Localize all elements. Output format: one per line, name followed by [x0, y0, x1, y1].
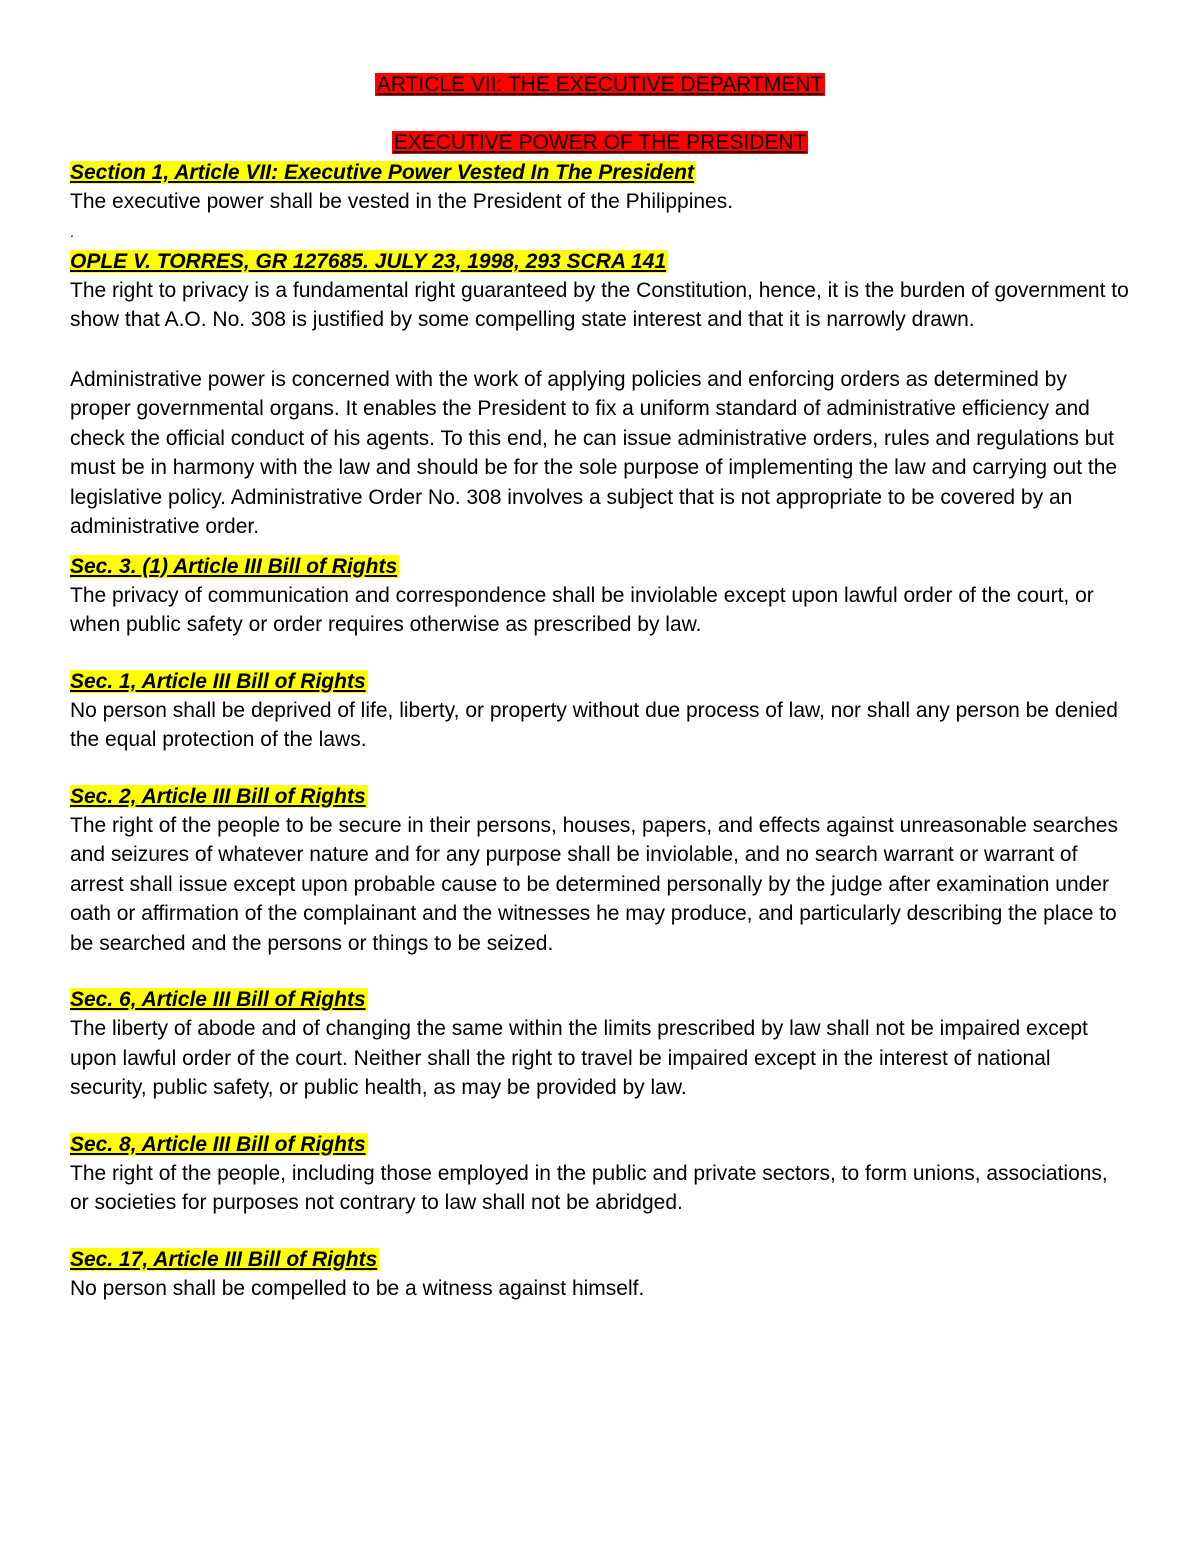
case-heading-text: OPLE V. TORRES, GR 127685. JULY 23, 1998, 293 SCRA 141: [70, 249, 667, 273]
section-heading-text: Sec. 3. (1) Article III Bill of Rights: [70, 554, 398, 578]
section-heading-text: Sec. 8, Article III Bill of Rights: [70, 1132, 366, 1156]
section-paragraph: No person shall be compelled to be a witness against himself.: [70, 1276, 645, 1300]
section-paragraph: The liberty of abode and of changing the same within the limits prescribed by law shall not be impaired except upon lawful order of the court. Neither shall the right to travel be impaired except in the interest of national security, public safety, or public health, as may be provided by law.: [70, 1017, 1088, 1099]
section-heading: [70, 1245, 1130, 1274]
case-paragraph: The right to privacy is a fundamental right guaranteed by the Constitution, hence, it is the burden of government to show that A.O. No. 308 is justified by some compelling state interest and that it is narrowly drawn.: [70, 278, 1129, 331]
document-page: [70, 70, 1130, 1303]
spacer: [70, 335, 1130, 365]
section-heading-text: Section 1, Article VII: Executive Power Vested In The President: [70, 161, 694, 184]
case-heading: [70, 247, 1130, 276]
section-heading-text: Sec. 2, Article III Bill of Rights: [70, 784, 366, 808]
document-subtitle-text: EXECUTIVE POWER OF THE PRESIDENT: [393, 131, 807, 154]
document-title: [70, 70, 1130, 100]
section-heading: [70, 1130, 1130, 1159]
section-paragraph: No person shall be deprived of life, liberty, or property without due process of law, nor shall any person be denied the equal protection of the laws.: [70, 698, 1118, 751]
section-heading: [70, 667, 1130, 696]
document-title-text: ARTICLE VII: THE EXECUTIVE DEPARTMENT: [376, 73, 824, 96]
section-heading-text: Sec. 17, Article III Bill of Rights: [70, 1247, 378, 1271]
section-paragraph: The privacy of communication and correspondence shall be inviolable except upon lawful order of the court, or when public safety or order requires otherwise as prescribed by law.: [70, 583, 1094, 636]
section-heading-text: Sec. 6, Article III Bill of Rights: [70, 988, 366, 1011]
case-paragraph: Administrative power is concerned with the work of applying policies and enforcing orders as determined by proper governmental organs. It enables the President to fix a uniform standard of administrative efficiency and check the official conduct of his agents. To this end, he can issue administrative orders, rules and regulations but must be in harmony with the law and should be for the sole purpose of implementing the law and carrying out the legislative policy. Administrative Order No. 308 involves a subject that is not appropriate to be covered by an administrative order.: [70, 367, 1118, 538]
section-heading: [70, 985, 1130, 1014]
section-paragraph: The right of the people to be secure in their persons, houses, papers, and effects against unreasonable searches and seizures of whatever nature and for any purpose shall be inviolable, and no search warrant or warrant of arrest shall issue except upon probable cause to be determined personally by the judge after examination under oath or affirmation of the complainant and the witnesses he may produce, and particularly describing the place to be searched and the persons or things to be seized.: [70, 813, 1118, 955]
document-subtitle: [70, 128, 1130, 158]
spacer: [70, 640, 1130, 667]
section-heading: [70, 158, 1130, 187]
section-paragraph: The executive power shall be vested in the President of the Philippines.: [70, 190, 734, 213]
spacer: [70, 1103, 1130, 1130]
section-heading: [70, 782, 1130, 811]
spacer: [70, 1218, 1130, 1245]
spacer: [70, 958, 1130, 985]
section-paragraph: The right of the people, including those employed in the public and private sectors, to form unions, associations, or societies for purposes not contrary to law shall not be abridged.: [70, 1161, 1108, 1214]
spacer: [70, 755, 1130, 782]
section-heading-text: Sec. 1, Article III Bill of Rights: [70, 669, 366, 693]
spacer: [70, 542, 1130, 552]
section-heading: [70, 552, 1130, 581]
separator-dot: .: [70, 223, 74, 240]
